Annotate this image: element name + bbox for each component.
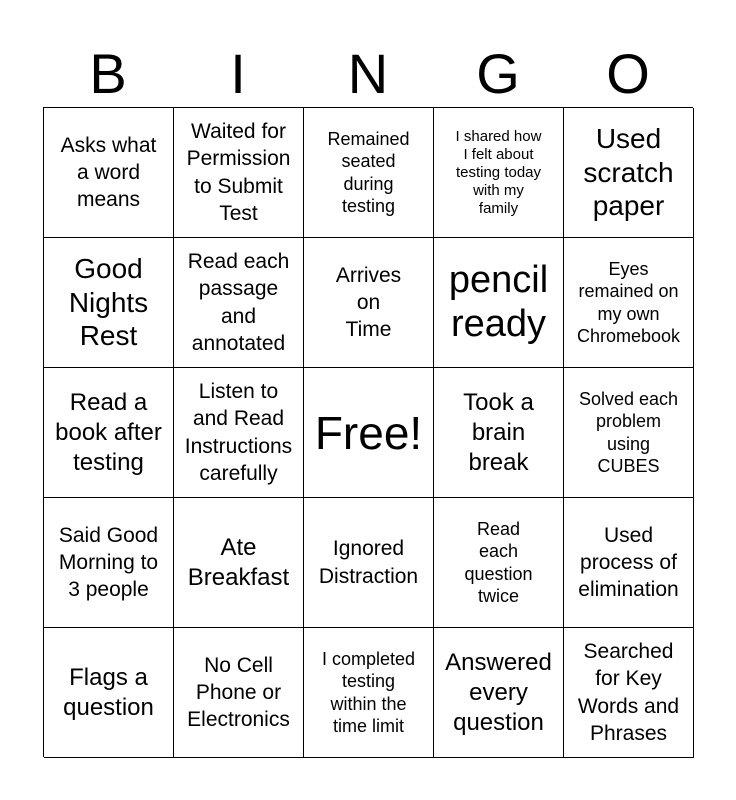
bingo-cell[interactable]: Flags a question <box>44 628 174 758</box>
header-letter-o: O <box>606 42 650 105</box>
bingo-cell[interactable]: Arrives on Time <box>304 238 434 368</box>
bingo-cell[interactable]: Ignored Distraction <box>304 498 434 628</box>
bingo-cell[interactable]: No Cell Phone or Electronics <box>174 628 304 758</box>
bingo-cell[interactable]: Used scratch paper <box>564 108 694 238</box>
header-letter-b: B <box>89 42 127 105</box>
bingo-cell[interactable]: Eyes remained on my own Chromebook <box>564 238 694 368</box>
bingo-cell[interactable]: Listen to and Read Instructions carefully <box>174 368 304 498</box>
bingo-cell[interactable]: Took a brain break <box>434 368 564 498</box>
bingo-cell[interactable]: Used process of elimination <box>564 498 694 628</box>
bingo-cell[interactable]: Read a book after testing <box>44 368 174 498</box>
bingo-cell[interactable]: Asks what a word means <box>44 108 174 238</box>
bingo-cell[interactable]: Ate Breakfast <box>174 498 304 628</box>
header-letter-g: G <box>476 42 520 105</box>
bingo-cell[interactable]: I shared how I felt about testing today with my family <box>434 108 564 238</box>
header-letter-i: I <box>230 42 246 105</box>
bingo-cell[interactable]: Searched for Key Words and Phrases <box>564 628 694 758</box>
bingo-cell[interactable]: Said Good Morning to 3 people <box>44 498 174 628</box>
bingo-cell[interactable]: Read each question twice <box>434 498 564 628</box>
bingo-cell[interactable]: Solved each problem using CUBES <box>564 368 694 498</box>
bingo-cell[interactable]: pencil ready <box>434 238 564 368</box>
bingo-cell[interactable]: Good Nights Rest <box>44 238 174 368</box>
bingo-board <box>43 107 693 757</box>
free-space[interactable]: Free! <box>304 368 434 498</box>
bingo-header <box>43 40 693 108</box>
bingo-cell[interactable]: Answered every question <box>434 628 564 758</box>
header-letter-n: N <box>347 42 389 105</box>
bingo-cell[interactable]: Remained seated during testing <box>304 108 434 238</box>
bingo-cell[interactable]: Waited for Permission to Submit Test <box>174 108 304 238</box>
bingo-cell[interactable]: Read each passage and annotated <box>174 238 304 368</box>
bingo-cell[interactable]: I completed testing within the time limit <box>304 628 434 758</box>
